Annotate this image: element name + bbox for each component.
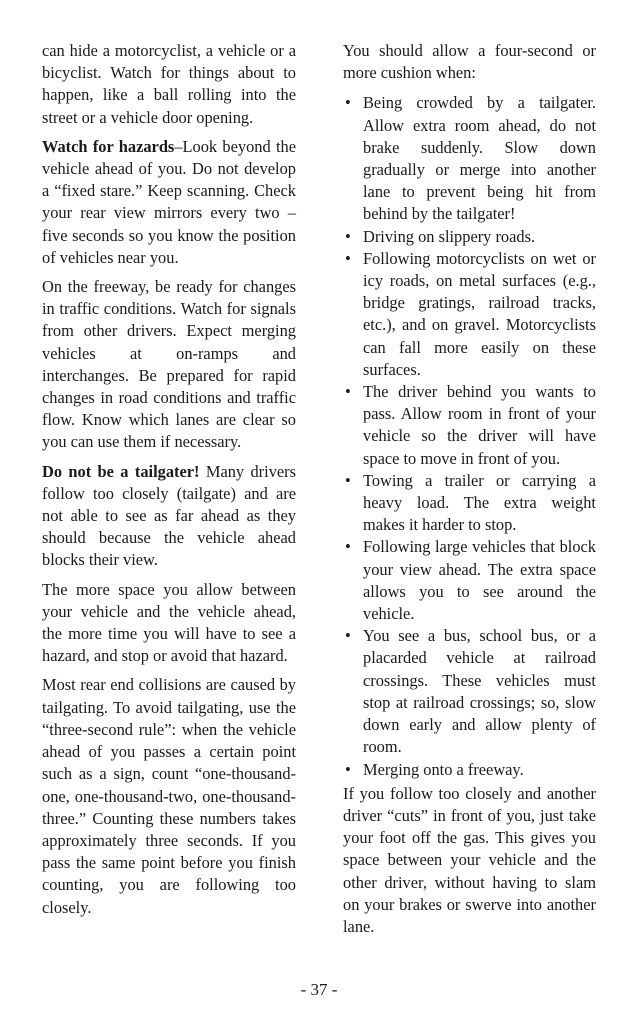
paragraph-cut-in: If you follow too closely and another driver “cuts” in front of you, just take your foot off the gas. This gives you space between your vehicle and the other driver, without having to slam on your brakes or swerve into another lane.: [343, 783, 596, 936]
list-item: [343, 625, 596, 758]
list-item: [343, 226, 596, 248]
cushion-bullet-list: [343, 92, 596, 780]
list-item: [343, 759, 596, 781]
bullet-icon: •: [345, 382, 351, 402]
heading-watch-for-hazards: Watch for hazards: [42, 136, 175, 156]
list-item: [343, 92, 596, 225]
heading-tailgater: Do not be a tailgater!: [42, 461, 200, 481]
list-item-text: The driver behind you wants to pass. Allow room in front of your vehicle so the driver will have space to move in front of you.: [363, 382, 596, 468]
list-item-text: Following motorcyclists on wet or icy roads, on metal surfaces (e.g., bridge gratings, railroad tracks, etc.), and on gravel. Motorcyclists can fall more easily on these surfaces.: [363, 248, 596, 379]
paragraph-four-second-intro: You should allow a four-second or more cushion when:: [343, 41, 596, 83]
paragraph-more-space: The more space you allow between your vehicle and the vehicle ahead, the more time you will have to see a hazard, and stop or avoid that hazard.: [42, 579, 296, 666]
bullet-icon: •: [345, 248, 351, 268]
list-item-text: Being crowded by a tailgater. Allow extra room ahead, do not brake suddenly. Slow down gradually or merge into another lane to prevent being hit from behind by the tailgater!: [363, 93, 596, 224]
list-item: [343, 470, 596, 537]
list-item-text: Merging onto a freeway.: [363, 759, 524, 779]
page-number: - 37 -: [300, 980, 338, 999]
paragraph-hidden-hazards: can hide a motorcyclist, a vehicle or a bicyclist. Watch for things about to happen, like a ball rolling into the street or a vehicle door opening.: [42, 41, 296, 127]
list-item: [343, 381, 596, 470]
list-item-text: Towing a trailer or carrying a heavy load. The extra weight makes it harder to stop.: [363, 470, 596, 535]
watch-for-hazards-text: –Look beyond the vehicle ahead of you. Do not develop a “fixed stare.” Keep scanning. Check your rear view mirrors every two – five seconds so you know the position of vehicles near you.: [42, 136, 296, 267]
paragraph-freeway: On the freeway, be ready for changes in traffic conditions. Watch for signals from other drivers. Expect merging vehicles at on-ramps and interchanges. Be prepared for rapid changes in road conditions and traffic flow. Know which lanes are clear so you can use them if necessary.: [42, 277, 296, 452]
list-item: [343, 536, 596, 625]
bullet-icon: •: [345, 759, 351, 779]
list-item-text: Driving on slippery roads.: [363, 226, 536, 246]
right-column: [343, 40, 596, 945]
list-item: [343, 248, 596, 381]
paragraph-three-second-rule: Most rear end collisions are caused by tailgating. To avoid tailgating, use the “three-second rule”: when the vehicle ahead of you passes a certain point such as a sign, count “one-thousand-one, one-thousand-two, one-thousand-three.” Counting these numbers takes approximately three seconds. If you pass the same point before you finish counting, you are following too closely.: [42, 675, 296, 917]
list-item-text: You see a bus, school bus, or a placarded vehicle at railroad crossings. These vehicles must stop at railroad crossings; so, slow down early and allow plenty of room.: [363, 626, 596, 757]
left-column: [42, 40, 296, 926]
bullet-icon: •: [345, 626, 351, 646]
paragraph-tailgater: [42, 461, 296, 572]
bullet-icon: •: [345, 537, 351, 557]
tailgater-text: Many drivers follow too closely (tailgate) and are not able to see as far ahead as they should because the vehicle ahead blocks their view.: [42, 461, 296, 570]
bullet-icon: •: [345, 470, 351, 490]
bullet-icon: •: [345, 93, 351, 113]
bullet-icon: •: [345, 226, 351, 246]
paragraph-watch-for-hazards: [42, 136, 296, 269]
list-item-text: Following large vehicles that block your view ahead. The extra space allows you to see around the vehicle.: [363, 537, 596, 624]
